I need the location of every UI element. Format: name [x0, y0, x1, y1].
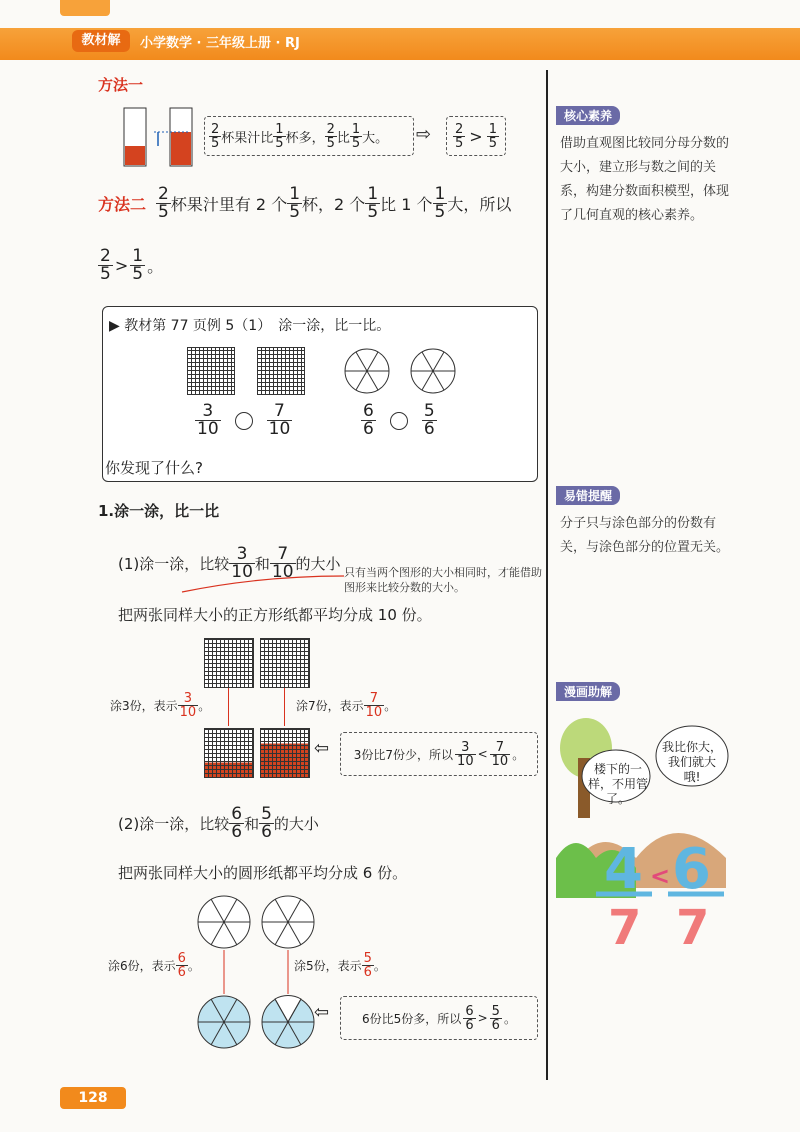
- fraction: $\frac{3}{10}$: [457, 739, 474, 769]
- text: 6份比5份多，所以: [362, 1011, 462, 1026]
- text: 涂3份，表示: [110, 699, 178, 713]
- fraction: $\frac{6}{6}$: [231, 804, 243, 842]
- section1-line1: 把两张同样大小的正方形纸都平均分成 10 份。: [118, 606, 432, 624]
- fraction: $\frac{1}{5}$: [488, 121, 497, 151]
- fraction: $\frac{7}{10}$: [271, 544, 294, 582]
- lt-sign: <: [477, 747, 488, 761]
- text: 杯，2 个: [302, 195, 366, 214]
- svg-text:<: <: [650, 862, 671, 890]
- text: 比: [336, 130, 350, 146]
- text: 比 1 个: [380, 195, 433, 214]
- arrow-left-icon: ⇦: [314, 1002, 330, 1023]
- caption-7: [296, 692, 396, 719]
- fraction: $\frac{1}{5}$: [434, 184, 446, 222]
- arrow-right-icon: ⇨: [416, 124, 432, 145]
- square-blank-1: [204, 638, 254, 688]
- fraction: $\frac{3}{10}$: [197, 401, 219, 439]
- compare-circle[interactable]: [235, 412, 253, 430]
- text: 涂7份，表示: [296, 699, 364, 713]
- fraction: $\frac{3}{10}$: [179, 691, 197, 720]
- method2-line1: [98, 186, 511, 221]
- svg-text:7: 7: [676, 900, 710, 948]
- arrow-left-icon: ⇦: [314, 738, 330, 759]
- fraction: $\frac{5}{6}$: [423, 401, 435, 439]
- section1-part2: [118, 806, 319, 841]
- arrow-down: [284, 688, 285, 726]
- square-shaded-7: [260, 728, 310, 778]
- svg-text:6: 6: [672, 837, 711, 902]
- section1-title: 1.涂一涂，比一比: [98, 502, 220, 520]
- text: 杯多，: [285, 130, 325, 146]
- comic-label: 漫画助解: [556, 682, 620, 701]
- text: 和: [254, 555, 270, 573]
- fraction: $\frac{2}{5}$: [211, 121, 220, 151]
- gt-sign: >: [114, 256, 129, 275]
- svg-text:7: 7: [608, 900, 642, 948]
- method1-statement-box: [204, 116, 414, 156]
- example-title: ▶ 教材第 77 页例 5（1） 涂一涂，比一比。: [109, 318, 391, 334]
- square-shaded-3: [204, 728, 254, 778]
- fraction: $\frac{5}{6}$: [491, 1003, 500, 1033]
- example-compare-2: [361, 403, 437, 438]
- text: 。: [503, 1011, 516, 1026]
- fraction: $\frac{5}{6}$: [363, 951, 372, 980]
- header-badge: 教材解: [72, 30, 130, 52]
- speech-bubble-right: 我比你大，我们就大哦!: [662, 740, 723, 784]
- caption-3: [110, 692, 210, 719]
- caption-6: [108, 952, 200, 979]
- speech-bubble-left: 楼下的一样，不用管了。: [588, 762, 649, 806]
- fraction: $\frac{1}{5}$: [275, 121, 284, 151]
- text: 的大小: [295, 555, 341, 573]
- method1-result-box: [446, 116, 506, 156]
- cups-illustration: [118, 104, 200, 170]
- text: 。: [373, 959, 386, 973]
- text: (1)涂一涂，比较: [118, 555, 230, 573]
- text: 。: [384, 699, 397, 713]
- text: (2)涂一涂，比较: [118, 815, 230, 833]
- caption-5: [294, 952, 386, 979]
- fraction: $\frac{1}{5}$: [289, 184, 301, 222]
- text: 大，所以: [447, 195, 512, 214]
- text: 杯果汁里有 2 个: [170, 195, 288, 214]
- gt-sign: >: [469, 126, 483, 146]
- square-grid: [257, 347, 305, 395]
- text: 3份比7份少，所以: [353, 747, 454, 762]
- fraction: $\frac{6}{6}$: [363, 401, 374, 439]
- method2-title: 方法二: [98, 195, 147, 214]
- header-tab: [60, 0, 110, 16]
- fraction: $\frac{5}{6}$: [261, 804, 272, 842]
- example-compare-1: [195, 403, 292, 438]
- method2-line2: [98, 248, 163, 283]
- arrow-down: [228, 688, 229, 726]
- column-divider: [546, 70, 548, 1080]
- compare-result-1: [340, 732, 538, 776]
- example-circles: [343, 347, 463, 395]
- text: 。: [147, 257, 164, 276]
- annotation-note: 只有当两个图形的大小相同时，才能借助图形来比较分数的大小。: [344, 566, 542, 594]
- compare-circle[interactable]: [390, 412, 408, 430]
- fraction: $\frac{2}{5}$: [100, 246, 111, 284]
- core-label: 核心素养: [556, 106, 620, 125]
- fraction: $\frac{1}{5}$: [132, 246, 144, 284]
- gt-sign: >: [477, 1011, 488, 1025]
- note-arrow: [180, 572, 350, 596]
- fraction: $\frac{2}{5}$: [158, 184, 169, 222]
- text: 。: [198, 699, 211, 713]
- page-number: 128: [60, 1087, 126, 1109]
- svg-text:4: 4: [604, 837, 643, 902]
- fraction: $\frac{7}{10}$: [491, 739, 509, 769]
- fraction: $\frac{7}{10}$: [365, 691, 383, 720]
- fraction: $\frac{2}{5}$: [326, 121, 335, 151]
- header-subject: 小学数学 · 三年级上册 · RJ: [140, 36, 300, 51]
- text: 大。: [362, 130, 389, 146]
- fraction: $\frac{1}{5}$: [351, 121, 361, 151]
- text: 的大小: [273, 815, 319, 833]
- fraction: $\frac{6}{6}$: [465, 1003, 474, 1033]
- error-text: 分子只与涂色部分的份数有关，与涂色部分的位置无关。: [560, 516, 730, 555]
- fraction: $\frac{7}{10}$: [268, 401, 291, 439]
- compare-result-2: [340, 996, 538, 1040]
- fraction: $\frac{3}{10}$: [231, 544, 253, 582]
- error-label: 易错提醒: [556, 486, 620, 505]
- example-question: 你发现了什么?: [105, 459, 203, 477]
- example-box: [102, 306, 538, 482]
- method1-title: 方法一: [98, 76, 144, 94]
- section1-line2: 把两张同样大小的圆形纸都平均分成 6 份。: [118, 864, 408, 882]
- text: 和: [244, 815, 260, 833]
- text: 。: [512, 747, 525, 762]
- fraction: $\frac{1}{5}$: [367, 184, 379, 222]
- square-grid: [187, 347, 235, 395]
- fraction: $\frac{6}{6}$: [177, 951, 186, 980]
- fraction: $\frac{2}{5}$: [455, 121, 464, 151]
- square-blank-2: [260, 638, 310, 688]
- core-text: 借助直观图比较同分母分数的大小，建立形与数之间的关系，构建分数面积模型，体现了几何直观的核心素养。: [560, 136, 730, 223]
- text: 。: [187, 959, 200, 973]
- text: 涂5份，表示: [294, 959, 362, 973]
- text: 涂6份，表示: [108, 959, 176, 973]
- text: 杯果汁比: [221, 130, 274, 146]
